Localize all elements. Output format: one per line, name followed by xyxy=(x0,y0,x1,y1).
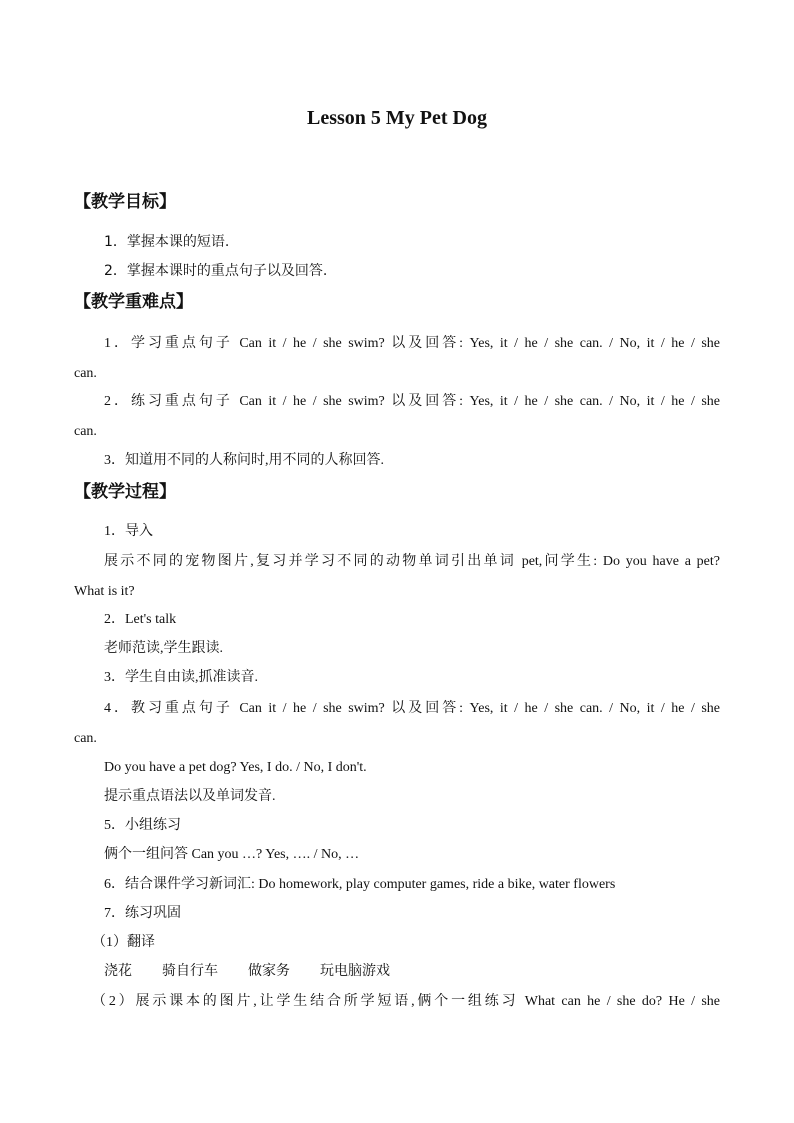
objective-item-2: 2．掌握本课时的重点句子以及回答. xyxy=(104,263,328,279)
process-step-1-text-line-2: What is it? xyxy=(74,584,135,599)
process-step-4-line-1: 4．教习重点句子 Can it / he / she swim? 以及回答: Yes, it / he / she can. / No, it / he / she xyxy=(104,701,720,716)
process-step-6: 6．结合课件学习新词汇: Do homework, play computer games, ride a bike, water flowers xyxy=(104,877,616,892)
process-step-7-sub-1: （1）翻译 xyxy=(92,935,155,950)
lesson-title: Lesson 5 My Pet Dog xyxy=(307,107,487,129)
process-step-1-text-line-1: 展示不同的宠物图片,复习并学习不同的动物单词引出单词 pet,问学生: Do you have a pet? xyxy=(104,554,720,569)
process-step-2-text: 老师范读,学生跟读. xyxy=(104,641,223,656)
objectives-heading: 【教学目标】 xyxy=(74,192,176,212)
process-step-7: 7．练习巩固 xyxy=(104,906,181,921)
process-heading: 【教学过程】 xyxy=(74,482,176,502)
process-step-5-text: 俩个一组问答 Can you …? Yes, …. / No, … xyxy=(104,847,360,862)
translation-word-2: 骑自行车 xyxy=(162,964,218,979)
key-point-item-1-line-1: 1．学习重点句子 Can it / he / she swim? 以及回答: Yes, it / he / she can. / No, it / he / she xyxy=(104,336,720,351)
process-step-2: 2．Let's talk xyxy=(104,612,177,627)
objective-item-1: 1．掌握本课的短语. xyxy=(104,234,230,250)
translation-word-1: 浇花 xyxy=(104,964,132,979)
process-step-4-dialog: Do you have a pet dog? Yes, I do. / No, I don't. xyxy=(104,760,367,775)
key-point-item-2-line-1: 2．练习重点句子 Can it / he / she swim? 以及回答: Yes, it / he / she can. / No, it / he / she xyxy=(104,394,720,409)
key-point-item-3: 3．知道用不同的人称问时,用不同的人称回答. xyxy=(104,453,384,468)
process-step-5: 5．小组练习 xyxy=(104,818,181,833)
process-step-7-sub-2: （2）展示课本的图片,让学生结合所学短语,俩个一组练习 What can he / she do? He / she xyxy=(92,994,720,1009)
translation-word-list xyxy=(104,962,420,982)
key-points-heading: 【教学重难点】 xyxy=(74,292,193,312)
process-step-4-line-2: can. xyxy=(74,731,97,746)
translation-word-3: 做家务 xyxy=(248,964,290,979)
process-step-3: 3．学生自由读,抓准读音. xyxy=(104,670,258,685)
key-point-item-1-line-2: can. xyxy=(74,366,97,381)
process-step-1: 1．导入 xyxy=(104,524,153,539)
process-step-4-note: 提示重点语法以及单词发音. xyxy=(104,789,276,804)
translation-word-4: 玩电脑游戏 xyxy=(320,964,390,979)
key-point-item-2-line-2: can. xyxy=(74,424,97,439)
